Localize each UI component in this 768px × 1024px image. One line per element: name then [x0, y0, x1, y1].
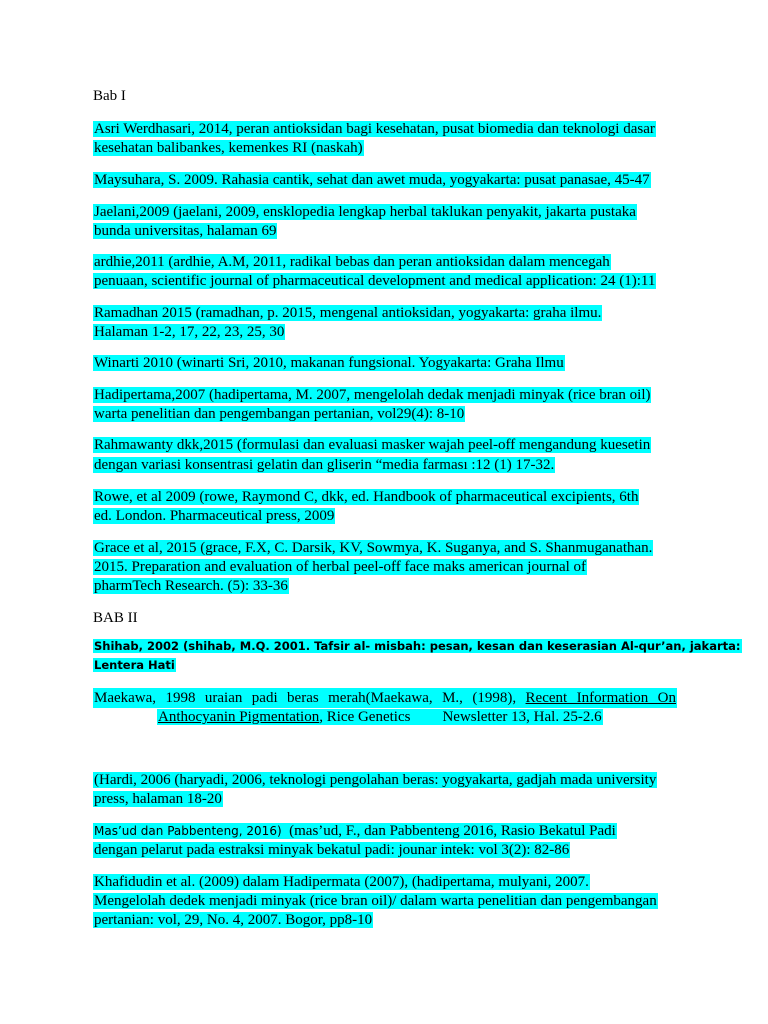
- highlighted-text: Hadipertama,2007 (hadipertama, M. 2007, mengelolah dedak menjadi minyak (rice bran oil): [94, 387, 651, 403]
- reference-line: [93, 538, 653, 558]
- heading-bab-1: Bab I: [93, 88, 126, 104]
- highlighted-text: Shihab, 2002 (shihab, M.Q. 2001. Tafsir al- misbah: pesan, kesan dan keserasian Al-qur’an, jakarta:: [94, 639, 741, 653]
- reference-text: Maekawa, 1998 uraian padi beras merah(Maekawa, M., (1998),: [94, 690, 517, 706]
- reference-line: [93, 487, 639, 507]
- highlighted-text: [93, 823, 617, 839]
- reference-line: [93, 252, 611, 272]
- highlighted-text: Winarti 2010 (winarti Sri, 2010, makanan fungsional. Yogyakarta: Graha Ilmu: [94, 355, 564, 371]
- reference-line: [93, 840, 570, 860]
- reference-line: [93, 688, 675, 708]
- highlighted-text: kesehatan balibankes, kemenkes RI (naskah): [94, 140, 363, 156]
- highlighted-text: press, halaman 18-20: [94, 791, 222, 807]
- highlighted-text: [157, 709, 603, 725]
- highlighted-text: warta penelitian dan pengembangan pertanian, vol29(4): 8-10: [94, 406, 465, 422]
- highlighted-text: [93, 688, 677, 708]
- reference-line: [93, 637, 742, 655]
- reference-line: [93, 435, 651, 455]
- reference-line: [93, 770, 657, 790]
- reference-line: [93, 170, 651, 190]
- reference-line: [93, 202, 637, 222]
- underlined-title: Anthocyanin Pigmentation: [158, 709, 320, 725]
- highlighted-text: penuaan, scientific journal of pharmaceutical development and medical application: 24 (1):11: [94, 273, 656, 289]
- reference-line: [93, 821, 617, 841]
- highlighted-text: Rowe, et al 2009 (rowe, Raymond C, dkk, ed. Handbook of pharmaceutical excipients, 6th: [94, 489, 639, 505]
- reference-line: [93, 322, 285, 342]
- highlighted-text: ardhie,2011 (ardhie, A.M, 2011, radikal bebas dan peran antioksidan dalam mencegah: [94, 254, 610, 270]
- reference-line: [93, 789, 223, 809]
- highlighted-text: Khafidudin et al. (2009) dalam Hadipermata (2007), (hadipertama, mulyani, 2007.: [94, 874, 589, 890]
- highlighted-text: 2015. Preparation and evaluation of herbal peel-off face maks american journal of: [94, 559, 587, 575]
- sans-citation: Mas’ud dan Pabbenteng, 2016): [94, 824, 282, 838]
- highlighted-text: Lentera Hati: [94, 658, 175, 672]
- highlighted-text: Asri Werdhasari, 2014, peran antioksidan bagi kesehatan, pusat biomedia dan teknologi dasar: [94, 121, 655, 137]
- highlighted-text: bunda universitas, halaman 69: [94, 223, 277, 239]
- heading-bab-2: BAB II: [93, 610, 138, 626]
- highlighted-text: Jaelani,2009 (jaelani, 2009, ensklopedia lengkap herbal taklukan penyakit, jakarta pustaka: [94, 204, 636, 220]
- highlighted-text: pharmTech Research. (5): 33-36: [94, 578, 288, 594]
- reference-line: [93, 576, 289, 596]
- reference-line: [93, 353, 565, 373]
- reference-line: [93, 891, 658, 911]
- reference-text: , Rice Genetics: [319, 709, 411, 725]
- highlighted-text: pertanian: vol, 29, No. 4, 2007. Bogor, pp8-10: [94, 912, 373, 928]
- reference-text: Newsletter 13, Hal. 25-2.6: [442, 709, 602, 725]
- highlighted-text: dengan variasi konsentrasi gelatin dan gliserin “media farması :12 (1) 17-32.: [94, 457, 555, 473]
- highlighted-text: (Hardi, 2006 (haryadi, 2006, teknologi pengolahan beras: yogyakarta, gadjah mada university: [94, 772, 657, 788]
- highlighted-text: Halaman 1-2, 17, 22, 23, 25, 30: [94, 324, 285, 340]
- highlighted-text: dengan pelarut pada estraksi minyak bekatul padi: jounar intek: vol 3(2): 82-86: [94, 842, 570, 858]
- highlighted-text: ed. London. Pharmaceutical press, 2009: [94, 508, 335, 524]
- reference-line: [93, 385, 651, 405]
- reference-line: [93, 656, 176, 674]
- reference-line: [93, 221, 277, 241]
- highlighted-text: Grace et al, 2015 (grace, F.X, C. Darsik, KV, Sowmya, K. Suganya, and S. Shanmuganathan.: [94, 540, 653, 556]
- highlighted-text: Maysuhara, S. 2009. Rahasia cantik, sehat dan awet muda, yogyakarta: pusat panasae, 45-47: [94, 172, 650, 188]
- reference-line: [93, 404, 465, 424]
- reference-line: [93, 303, 602, 323]
- reference-line: [93, 455, 555, 475]
- reference-line: [93, 910, 373, 930]
- highlighted-text: Rahmawanty dkk,2015 (formulasi dan evaluasi masker wajah peel-off mengandung kuesetin: [94, 437, 651, 453]
- reference-line: [157, 707, 603, 727]
- reference-line: [93, 119, 656, 139]
- reference-line: [93, 506, 335, 526]
- highlighted-text: Mengelolah dedek menjadi minyak (rice bran oil)/ dalam warta penelitian dan pengembangan: [94, 893, 657, 909]
- reference-line: [93, 138, 364, 158]
- reference-line: [93, 271, 656, 291]
- reference-text: (mas’ud, F., dan Pabbenteng 2016, Rasio Bekatul Padi: [289, 823, 616, 839]
- reference-line: [93, 872, 590, 892]
- reference-line: [93, 557, 587, 577]
- highlighted-text: Ramadhan 2015 (ramadhan, p. 2015, mengenal antioksidan, yogyakarta: graha ilmu.: [94, 305, 602, 321]
- underlined-title: Recent Information On: [525, 690, 677, 706]
